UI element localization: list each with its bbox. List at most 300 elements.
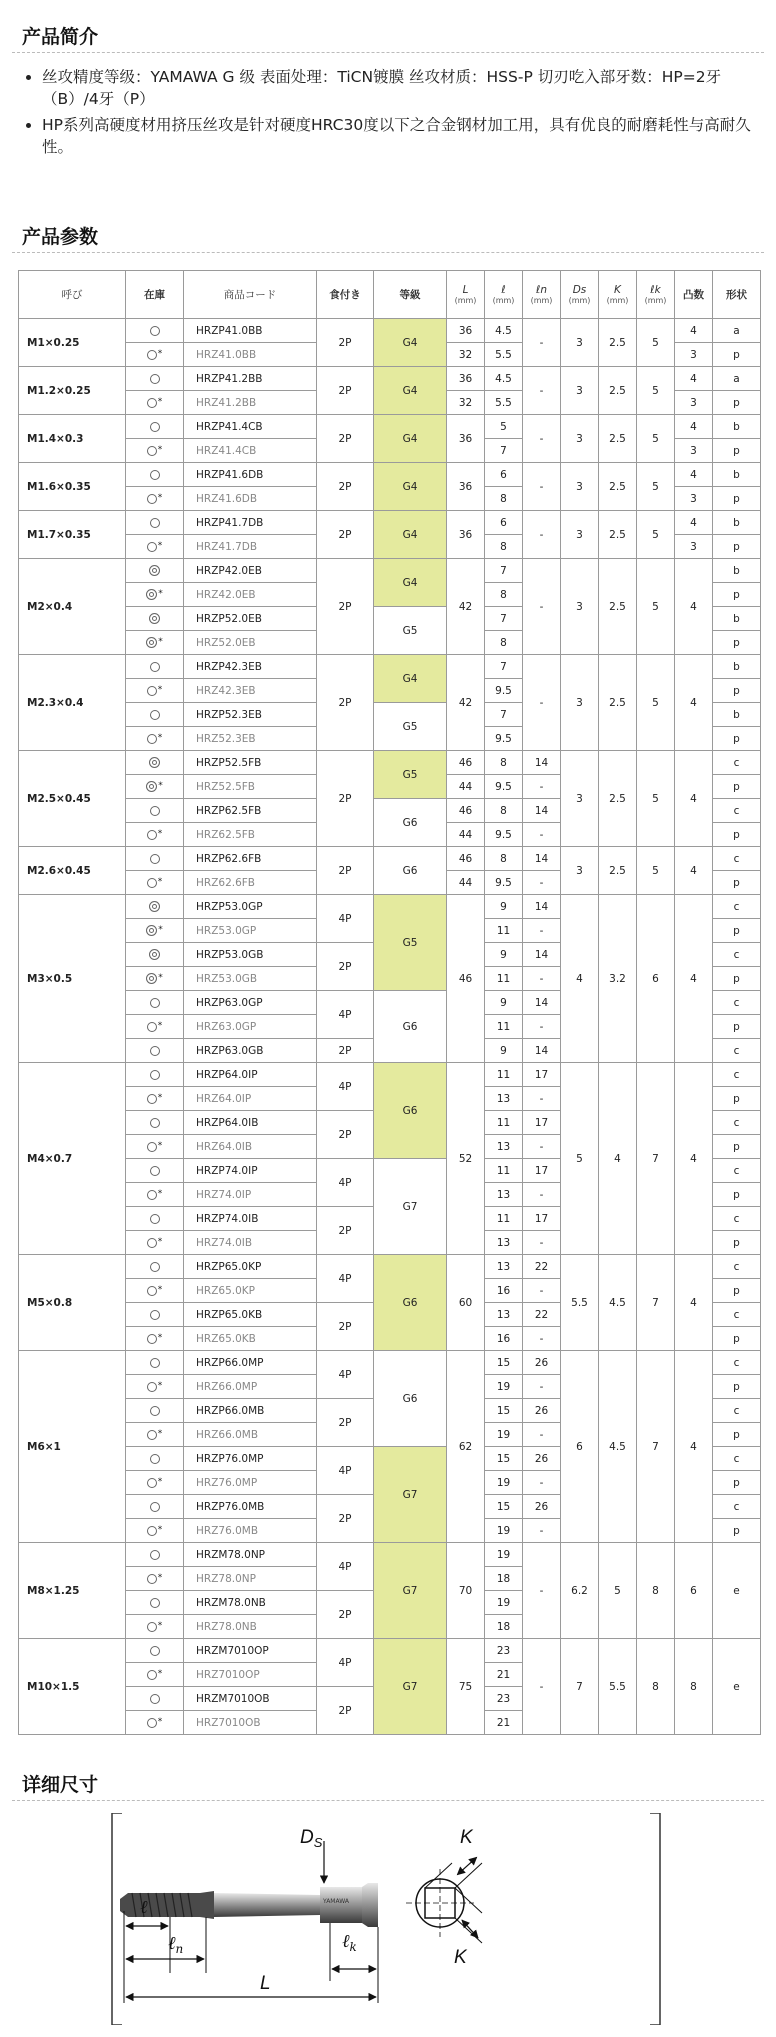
stock-cell	[126, 463, 184, 487]
l-cell: 16	[485, 1279, 523, 1303]
l-cell: 8	[485, 583, 523, 607]
ln-cell: 22	[523, 1303, 561, 1327]
ds-cell: 6	[561, 1351, 599, 1543]
product-code: HRZ41.4CB	[184, 439, 317, 463]
col-ds: Ds (mm)	[561, 271, 599, 319]
product-code: HRZ53.0GP	[184, 919, 317, 943]
k-cell: 4.5	[599, 1255, 637, 1351]
product-code: HRZP76.0MB	[184, 1495, 317, 1519]
stock-circle-icon	[150, 1646, 160, 1656]
product-code: HRZP52.3EB	[184, 703, 317, 727]
stock-cell	[126, 1015, 184, 1039]
product-code: HRZ42.0EB	[184, 583, 317, 607]
lk-cell: 5	[637, 319, 675, 367]
l-cell: 18	[485, 1567, 523, 1591]
shape-cell: p	[713, 727, 761, 751]
stock-cell	[126, 1639, 184, 1663]
l-cell: 6	[485, 463, 523, 487]
stock-cell	[126, 1111, 184, 1135]
ln-cell: 17	[523, 1159, 561, 1183]
product-code: HRZP42.3EB	[184, 655, 317, 679]
stock-star: *	[157, 1428, 163, 1439]
shape-cell: c	[713, 1399, 761, 1423]
stock-circle-icon	[147, 1094, 157, 1104]
stock-circle-icon	[147, 1334, 157, 1344]
l-cell: 18	[485, 1615, 523, 1639]
stock-circle-icon	[147, 686, 157, 696]
stock-circle-icon	[149, 949, 160, 960]
bite-cell: 2P	[317, 319, 374, 367]
product-code: HRZ52.5FB	[184, 775, 317, 799]
k-cell: 2.5	[599, 751, 637, 847]
lk-cell: 5	[637, 655, 675, 751]
product-code: HRZ41.0BB	[184, 343, 317, 367]
stock-cell	[126, 1399, 184, 1423]
shape-cell: c	[713, 943, 761, 967]
l-cell: 9.5	[485, 679, 523, 703]
ln-cell: 17	[523, 1111, 561, 1135]
product-code: HRZP53.0GB	[184, 943, 317, 967]
stock-cell	[126, 415, 184, 439]
ln-cell: -	[523, 1519, 561, 1543]
l-cell: 13	[485, 1231, 523, 1255]
table-row	[19, 367, 761, 391]
flutes-cell: 4	[675, 1255, 713, 1351]
l-cell: 9	[485, 991, 523, 1015]
stock-cell	[126, 583, 184, 607]
ds-cell: 3	[561, 415, 599, 463]
size-cell: M3×0.5	[19, 895, 126, 1063]
shape-cell: b	[713, 415, 761, 439]
shape-cell: a	[713, 319, 761, 343]
bite-cell: 4P	[317, 1159, 374, 1207]
stock-circle-icon	[146, 973, 157, 984]
spec-table-body	[19, 319, 761, 1735]
stock-cell	[126, 343, 184, 367]
product-code: HRZP41.4CB	[184, 415, 317, 439]
ds-cell: 4	[561, 895, 599, 1063]
stock-circle-icon	[147, 542, 157, 552]
table-row	[19, 415, 761, 439]
bite-cell: 2P	[317, 559, 374, 655]
L-cell: 42	[447, 559, 485, 655]
ln-cell: -	[523, 1543, 561, 1639]
l-cell: 6	[485, 511, 523, 535]
product-code: HRZP65.0KB	[184, 1303, 317, 1327]
col-flutes: 凸数	[675, 271, 713, 319]
col-bite: 食付き	[317, 271, 374, 319]
l-cell: 13	[485, 1135, 523, 1159]
stock-circle-icon	[150, 1166, 160, 1176]
product-code: HRZ42.3EB	[184, 679, 317, 703]
stock-circle-icon	[150, 806, 160, 816]
ln-cell: -	[523, 1375, 561, 1399]
l-cell: 4.5	[485, 319, 523, 343]
shape-cell: a	[713, 367, 761, 391]
bite-cell: 4P	[317, 1639, 374, 1687]
L-cell: 36	[447, 319, 485, 343]
L-cell: 70	[447, 1543, 485, 1639]
stock-circle-icon	[147, 1622, 157, 1632]
ln-cell: -	[523, 367, 561, 415]
stock-cell	[126, 1471, 184, 1495]
ln-cell: -	[523, 463, 561, 511]
col-code: 商品コード	[184, 271, 317, 319]
k-cell: 3.2	[599, 895, 637, 1063]
stock-star: *	[157, 732, 163, 743]
shape-cell: b	[713, 511, 761, 535]
stock-cell	[126, 391, 184, 415]
shape-cell: p	[713, 439, 761, 463]
flutes-cell: 4	[675, 367, 713, 391]
shape-cell: p	[713, 1231, 761, 1255]
grade-cell: G4	[374, 319, 447, 367]
grade-cell: G7	[374, 1543, 447, 1639]
stock-cell	[126, 1039, 184, 1063]
ln-cell: -	[523, 1135, 561, 1159]
stock-circle-icon	[150, 1406, 160, 1416]
table-row	[19, 1543, 761, 1567]
params-heading: 产品参数	[22, 226, 99, 248]
bite-cell: 2P	[317, 847, 374, 895]
col-lk: ℓk (mm)	[637, 271, 675, 319]
k-cell: 5.5	[599, 1639, 637, 1735]
product-code: HRZ53.0GB	[184, 967, 317, 991]
stock-circle-icon	[147, 494, 157, 504]
l-cell: 8	[485, 847, 523, 871]
l-cell: 11	[485, 1111, 523, 1135]
col-size: 呼び	[19, 271, 126, 319]
ln-cell: 17	[523, 1207, 561, 1231]
size-cell: M1×0.25	[19, 319, 126, 367]
bite-cell: 2P	[317, 1111, 374, 1159]
k-cell: 2.5	[599, 415, 637, 463]
l-cell: 13	[485, 1087, 523, 1111]
shape-cell: p	[713, 1519, 761, 1543]
stock-circle-icon	[150, 1358, 160, 1368]
grade-cell: G6	[374, 1063, 447, 1159]
stock-cell	[126, 1447, 184, 1471]
product-code: HRZP66.0MB	[184, 1399, 317, 1423]
L-cell: 36	[447, 367, 485, 391]
shape-cell: p	[713, 871, 761, 895]
l-cell: 9	[485, 1039, 523, 1063]
col-l: ℓ (mm)	[485, 271, 523, 319]
stock-star: *	[158, 588, 163, 599]
stock-star: *	[157, 348, 163, 359]
stock-circle-icon	[150, 1694, 160, 1704]
stock-circle-icon	[147, 1382, 157, 1392]
bite-cell: 2P	[317, 463, 374, 511]
L-cell: 44	[447, 775, 485, 799]
flutes-cell: 4	[675, 1351, 713, 1543]
lk-cell: 5	[637, 415, 675, 463]
lk-cell: 5	[637, 463, 675, 511]
stock-star: *	[157, 876, 163, 887]
grade-cell: G5	[374, 607, 447, 655]
flutes-cell: 4	[675, 1063, 713, 1255]
product-code: HRZ41.7DB	[184, 535, 317, 559]
size-cell: M4×0.7	[19, 1063, 126, 1255]
stock-cell	[126, 439, 184, 463]
product-code: HRZP63.0GP	[184, 991, 317, 1015]
grade-cell: G4	[374, 559, 447, 607]
l-cell: 11	[485, 1207, 523, 1231]
tap-body	[120, 1883, 378, 1927]
l-cell: 19	[485, 1543, 523, 1567]
l-cell: 8	[485, 535, 523, 559]
intro-list	[20, 66, 765, 158]
stock-star: *	[157, 492, 163, 503]
stock-star: *	[157, 1380, 163, 1391]
stock-cell	[126, 1063, 184, 1087]
product-code: HRZP65.0KP	[184, 1255, 317, 1279]
stock-circle-icon	[150, 326, 160, 336]
stock-cell	[126, 895, 184, 919]
l-label: ℓ	[140, 1897, 148, 1918]
shape-cell: b	[713, 463, 761, 487]
l-cell: 5.5	[485, 343, 523, 367]
stock-cell	[126, 1231, 184, 1255]
bite-cell: 2P	[317, 1303, 374, 1351]
bite-cell: 4P	[317, 1447, 374, 1495]
L-cell: 36	[447, 415, 485, 463]
stock-circle-icon	[150, 1454, 160, 1464]
stock-star: *	[157, 1716, 163, 1727]
ds-cell: 3	[561, 511, 599, 559]
shape-cell: c	[713, 1447, 761, 1471]
stock-cell	[126, 1159, 184, 1183]
lk-cell: 5	[637, 559, 675, 655]
stock-circle-icon	[150, 1262, 160, 1272]
k-cell: 4.5	[599, 1351, 637, 1543]
product-code: HRZP63.0GB	[184, 1039, 317, 1063]
product-code: HRZP76.0MP	[184, 1447, 317, 1471]
stock-star: *	[157, 1236, 163, 1247]
stock-star: *	[158, 636, 163, 647]
flutes-cell: 8	[675, 1639, 713, 1735]
ds-cell: 3	[561, 367, 599, 415]
stock-cell	[126, 703, 184, 727]
stock-cell	[126, 1711, 184, 1735]
bite-cell: 2P	[317, 415, 374, 463]
flutes-cell: 3	[675, 343, 713, 367]
product-code: HRZP41.2BB	[184, 367, 317, 391]
product-code: HRZ52.3EB	[184, 727, 317, 751]
grade-cell: G5	[374, 895, 447, 991]
stock-circle-icon	[150, 422, 160, 432]
l-cell: 7	[485, 559, 523, 583]
l-cell: 7	[485, 703, 523, 727]
bite-cell: 4P	[317, 895, 374, 943]
section-divider	[12, 252, 764, 253]
lk-label: ℓ$_k$	[342, 1931, 357, 1954]
spec-table	[18, 270, 761, 1735]
shape-cell: p	[713, 919, 761, 943]
k-cell: 2.5	[599, 319, 637, 367]
l-cell: 9.5	[485, 727, 523, 751]
grade-cell: G7	[374, 1639, 447, 1735]
product-code: HRZP41.0BB	[184, 319, 317, 343]
shape-cell: c	[713, 1039, 761, 1063]
stock-circle-icon	[147, 446, 157, 456]
l-cell: 8	[485, 751, 523, 775]
stock-star: *	[157, 684, 163, 695]
stock-cell	[126, 751, 184, 775]
shape-cell: p	[713, 487, 761, 511]
table-row	[19, 1063, 761, 1087]
size-cell: M2.3×0.4	[19, 655, 126, 751]
stock-star: *	[157, 540, 163, 551]
ln-cell: -	[523, 1279, 561, 1303]
shape-cell: c	[713, 751, 761, 775]
shape-cell: p	[713, 343, 761, 367]
table-row	[19, 463, 761, 487]
ds-cell: 3	[561, 559, 599, 655]
flutes-cell: 4	[675, 415, 713, 439]
stock-cell	[126, 1135, 184, 1159]
stock-cell	[126, 1183, 184, 1207]
stock-star: *	[157, 1620, 163, 1631]
l-cell: 13	[485, 1255, 523, 1279]
ln-cell: 14	[523, 799, 561, 823]
stock-circle-icon	[146, 781, 157, 792]
l-cell: 11	[485, 1015, 523, 1039]
shape-cell: c	[713, 991, 761, 1015]
grade-cell: G6	[374, 1351, 447, 1447]
shape-cell: c	[713, 1351, 761, 1375]
l-cell: 15	[485, 1495, 523, 1519]
shape-cell: c	[713, 1255, 761, 1279]
col-ln: ℓn (mm)	[523, 271, 561, 319]
product-code: HRZM78.0NP	[184, 1543, 317, 1567]
l-cell: 8	[485, 631, 523, 655]
l-cell: 13	[485, 1183, 523, 1207]
ln-cell: -	[523, 823, 561, 847]
flutes-cell: 3	[675, 535, 713, 559]
product-code: HRZ63.0GP	[184, 1015, 317, 1039]
stock-star: *	[157, 1668, 163, 1679]
stock-cell	[126, 1591, 184, 1615]
grade-cell: G6	[374, 799, 447, 847]
ds-cell: 3	[561, 319, 599, 367]
stock-circle-icon	[147, 1574, 157, 1584]
table-row	[19, 511, 761, 535]
stock-circle-icon	[147, 1142, 157, 1152]
shape-cell: b	[713, 655, 761, 679]
stock-cell	[126, 1087, 184, 1111]
ln-cell: -	[523, 1639, 561, 1735]
stock-circle-icon	[150, 662, 160, 672]
ln-cell: 14	[523, 943, 561, 967]
bite-cell: 2P	[317, 1495, 374, 1543]
stock-star: *	[157, 1524, 163, 1535]
stock-star: *	[158, 780, 163, 791]
table-row	[19, 655, 761, 679]
stock-circle-icon	[147, 1478, 157, 1488]
tap-dimension-diagram	[110, 1813, 670, 2025]
shape-cell: e	[713, 1639, 761, 1735]
bite-cell: 2P	[317, 1591, 374, 1639]
table-row	[19, 1255, 761, 1279]
k-cell: 2.5	[599, 655, 637, 751]
l-cell: 23	[485, 1639, 523, 1663]
details-heading: 详细尺寸	[22, 1774, 99, 1796]
shape-cell: p	[713, 1279, 761, 1303]
ln-cell: -	[523, 1183, 561, 1207]
l-cell: 11	[485, 967, 523, 991]
ln-cell: -	[523, 967, 561, 991]
stock-cell	[126, 967, 184, 991]
ln-cell: 17	[523, 1063, 561, 1087]
section-divider	[12, 52, 764, 53]
flutes-cell: 4	[675, 895, 713, 1063]
stock-circle-icon	[147, 1022, 157, 1032]
k-label-top: K	[460, 1827, 473, 1848]
shape-cell: p	[713, 1135, 761, 1159]
size-cell: M10×1.5	[19, 1639, 126, 1735]
stock-circle-icon	[147, 1718, 157, 1728]
shape-cell: c	[713, 1207, 761, 1231]
size-cell: M6×1	[19, 1351, 126, 1543]
bracket-right	[650, 1813, 660, 2025]
ds-cell: 7	[561, 1639, 599, 1735]
stock-star: *	[158, 972, 163, 983]
l-cell: 11	[485, 1159, 523, 1183]
ds-label: $D_S$	[300, 1827, 323, 1850]
k-cell: 4	[599, 1063, 637, 1255]
table-row	[19, 847, 761, 871]
ln-cell: -	[523, 775, 561, 799]
product-code: HRZM7010OB	[184, 1687, 317, 1711]
L-cell: 62	[447, 1351, 485, 1543]
shape-cell: c	[713, 1303, 761, 1327]
stock-circle-icon	[150, 1214, 160, 1224]
stock-star: *	[157, 1284, 163, 1295]
l-cell: 5	[485, 415, 523, 439]
l-cell: 5.5	[485, 391, 523, 415]
ln-cell: -	[523, 1471, 561, 1495]
ds-cell: 3	[561, 847, 599, 895]
section-divider	[12, 1800, 764, 1801]
table-row	[19, 1351, 761, 1375]
stock-circle-icon	[150, 854, 160, 864]
bite-cell: 4P	[317, 991, 374, 1039]
stock-cell	[126, 559, 184, 583]
product-code: HRZ62.5FB	[184, 823, 317, 847]
stock-circle-icon	[150, 470, 160, 480]
product-code: HRZP52.0EB	[184, 607, 317, 631]
shape-cell: p	[713, 823, 761, 847]
svg-text:YAMAWA: YAMAWA	[323, 1898, 349, 1905]
stock-cell	[126, 1279, 184, 1303]
bite-cell: 2P	[317, 1687, 374, 1735]
stock-circle-icon	[149, 613, 160, 624]
stock-circle-icon	[150, 710, 160, 720]
shape-cell: p	[713, 1375, 761, 1399]
stock-star: *	[157, 1092, 163, 1103]
shape-cell: p	[713, 1087, 761, 1111]
l-cell: 19	[485, 1519, 523, 1543]
product-code: HRZ65.0KB	[184, 1327, 317, 1351]
stock-circle-icon	[147, 1526, 157, 1536]
stock-circle-icon	[150, 518, 160, 528]
shape-cell: p	[713, 631, 761, 655]
stock-circle-icon	[150, 1598, 160, 1608]
stock-circle-icon	[149, 757, 160, 768]
stock-star: *	[157, 1140, 163, 1151]
table-row	[19, 895, 761, 919]
